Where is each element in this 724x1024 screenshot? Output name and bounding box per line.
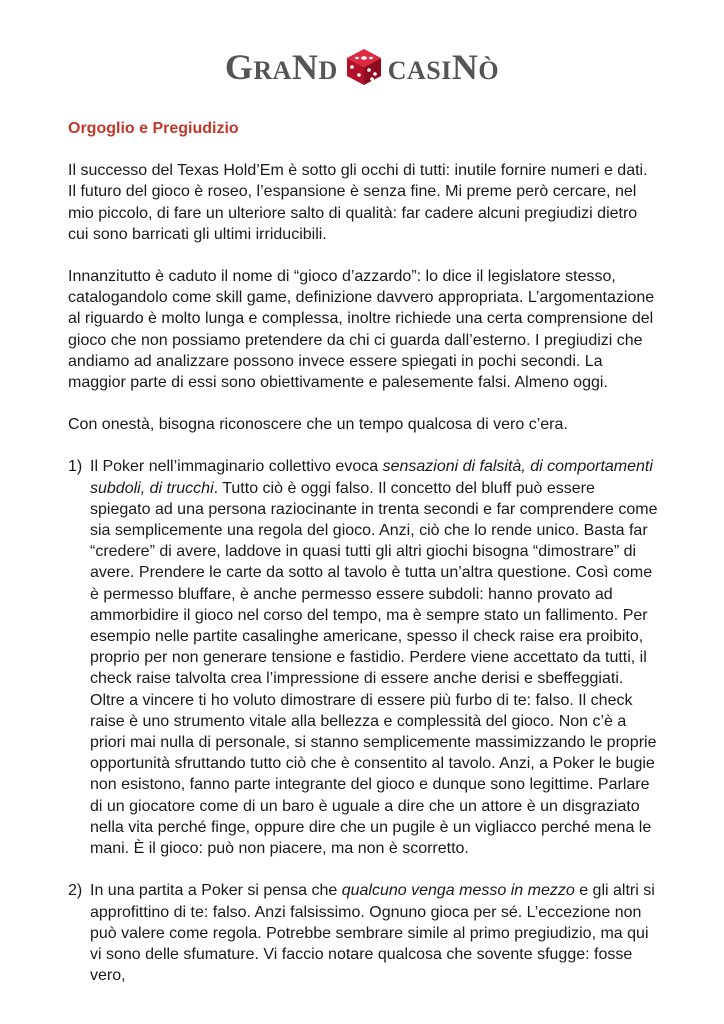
list-text-emphasis: sensazioni di falsità, di comportamenti subdoli, di trucchi (90, 458, 653, 497)
article-body (68, 118, 658, 1007)
list-text-emphasis: qualcuno venga messo in mezzo (341, 882, 575, 900)
logo-word-grand: GRAND (224, 47, 338, 87)
list-text-lead: In una partita a Poker si pensa che (90, 882, 342, 900)
list-number: 1) (68, 458, 83, 476)
list-text-lead: Il Poker nell’immaginario collettivo evoca (90, 458, 383, 476)
list-text-rest: . Tutto ciò è oggi falso. Il concetto del bluff può essere spiegato ad una persona raziocinante in trenta secondi e far comprendere come sia semplicemente una regola del gioco. Anzi, ciò che lo rende unico. Basta far “credere” di avere, laddove in quasi tutti gli altri giochi bisogna “dimostrare” di avere. Prendere le carte da sotto al tavolo è tutta un’altra questione. Così come è permesso bluffare, è anche permesso essere subdoli: hanno provato ad ammorbidire il gioco nel corso del tempo, ma è sempre stato un fallimento. Per esempio nelle partite casalinghe americane, spesso il check raise era proibito, proprio per non generare tensione e fastidio. Perdere viene accettato da tutti, il check raise talvolta crea l’impressione di essere anche derisi e sbeffeggiati. Oltre a vincere ti ho voluto dimostrare di essere più furbo di te: falso. Il check raise è uno strumento vitale alla bellezza e complessità del gioco. Non c’è a priori mai nulla di personale, si stanno semplicemente massimizzando le proprie opportunità sfruttando tutto ciò che è consentito al tavolo. Anzi, a Poker le bugie non esistono, fanno parte integrante del gioco e dunque sono legittime. Parlare di un giocatore come di un baro è uguale a dire che un attore è un disgraziato nella vita perché finge, oppure dire che un pugile è un vigliacco perché mena le mani. È il gioco: può non piacere, ma non è scorretto. (90, 479, 658, 858)
list-number: 2) (68, 882, 83, 900)
list-text-rest: e gli altri si approfittino di te: falso. Anzi falsissimo. Ognuno gioca per sé. L’eccezione non può valere come regola. Potrebbe sembrare simile al primo pregiudizio, ma qui vi sono delle sfumature. Vi faccio notare qualcosa che sovente sfugge: fosse vero, (90, 882, 655, 985)
article-title: Orgoglio e Pregiudizio (68, 120, 239, 137)
grand-casino-logo (0, 42, 724, 92)
paragraph-gambling: Innanzitutto è caduto il nome di “gioco d’azzardo”: lo dice il legislatore stesso, catalogandolo come skill game, definizione davvero appropriata. L’argomentazione al riguardo è molto lunga e complessa, inoltre richiede una certa comprensione del gioco che non possiamo pretendere da chi ci guarda dall’esterno. I pregiudizi che andiamo ad analizzare possono invece essere spiegati in pochi secondi. La maggior parte di essi sono obiettivamente e palesemente falsi. Almeno oggi. (68, 268, 655, 392)
list-item (68, 880, 658, 986)
logo-word-casino: CASINÒ (387, 47, 500, 87)
dice-icon (344, 47, 384, 87)
paragraph-intro: Il successo del Texas Hold’Em è sotto gli occhi di tutti: inutile fornire numeri e dati. Il futuro del gioco è roseo, l’espansione è senza fine. Mi preme però cercare, nel mio piccolo, di fare un ulteriore salto di qualità: far cadere alcuni pregiudizi dietro cui sono barricati gli ultimi irriducibili. (68, 162, 648, 243)
paragraph-honesty: Con onestà, bisogna riconoscere che un tempo qualcosa di vero c’era. (68, 416, 568, 434)
list-item (68, 456, 658, 859)
